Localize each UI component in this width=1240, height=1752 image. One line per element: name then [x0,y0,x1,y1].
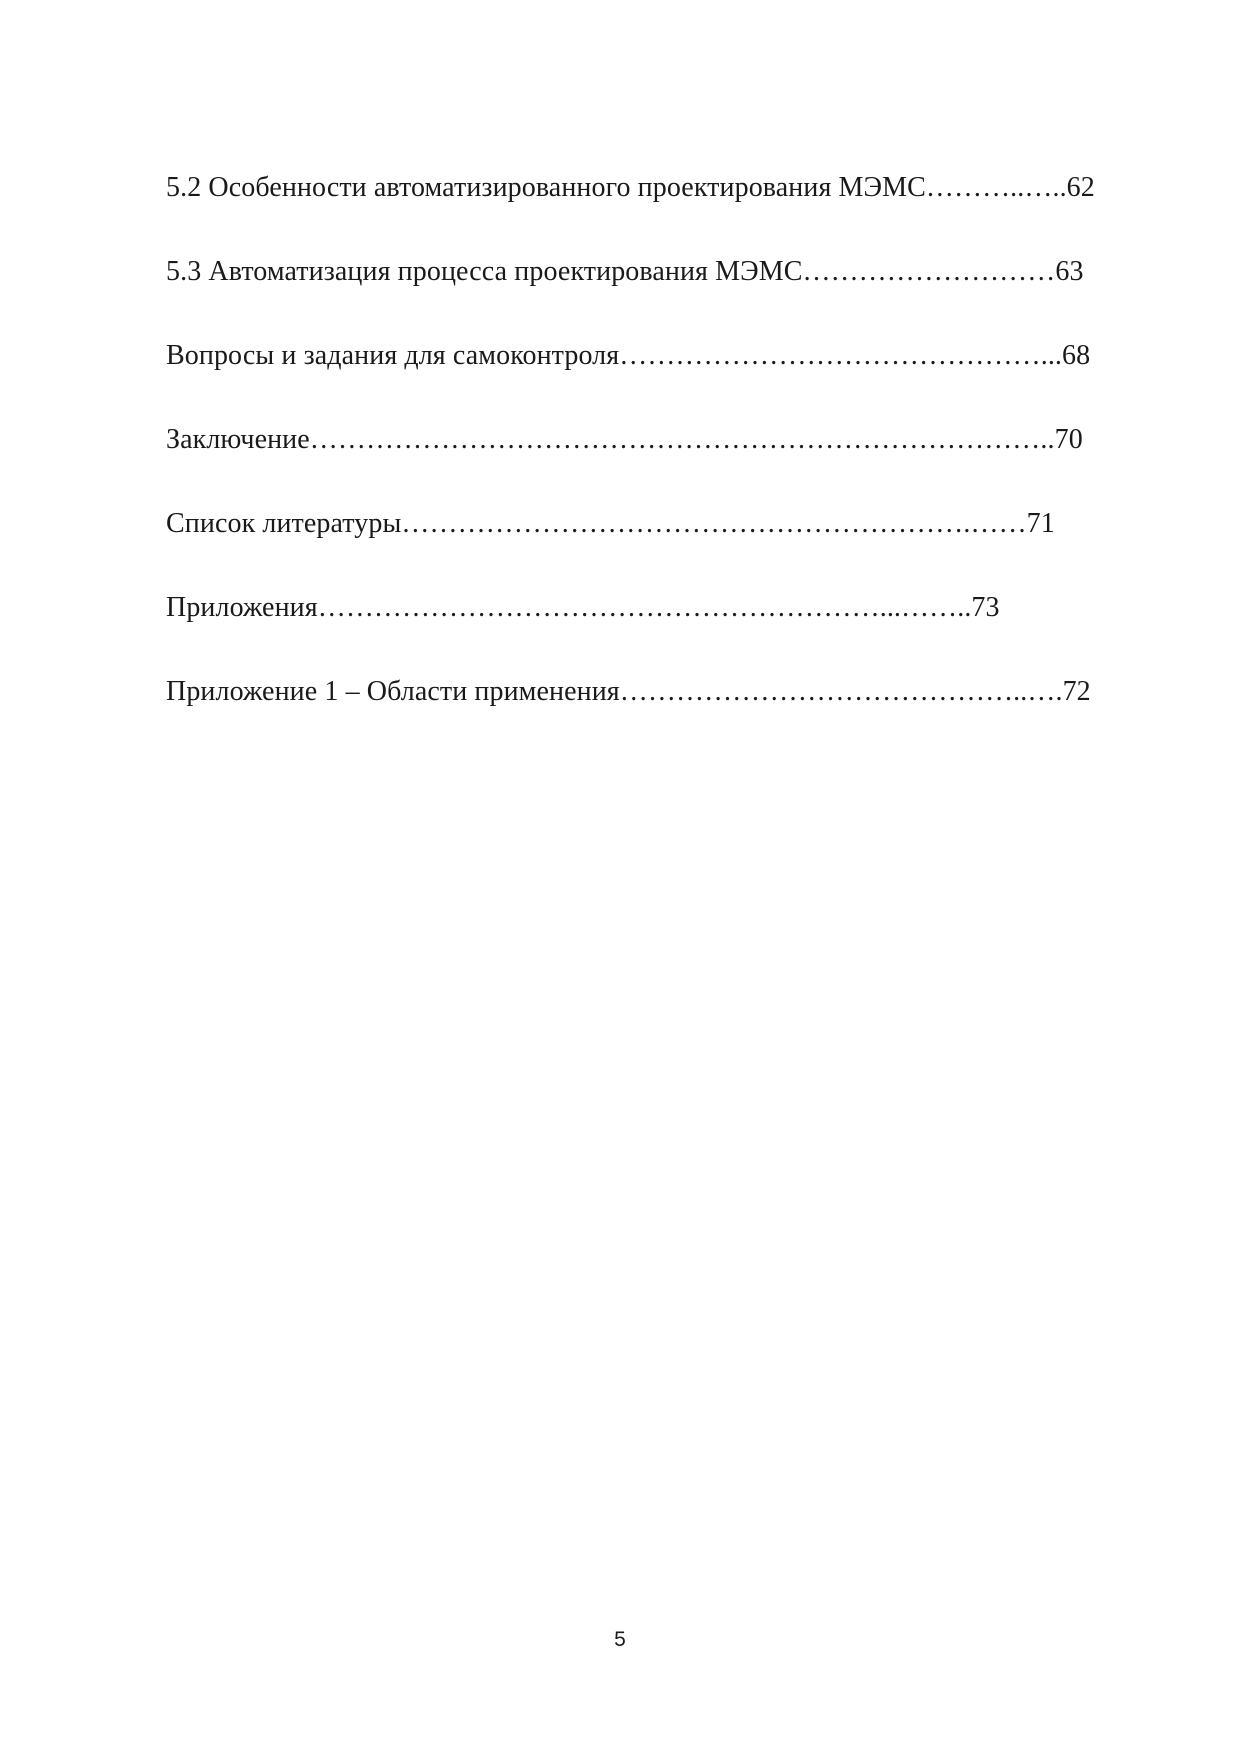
toc-entry-appendix-1: Приложение 1 – Области применения……………………………………..….72 [166,676,1091,707]
page-number: 5 [614,1628,626,1651]
toc-entry-self-check: Вопросы и задания для самоконтроля………………………………………...68 [166,340,1091,371]
toc-entry-5-2: 5.2 Особенности автоматизированного проектирования МЭМС………..…..62 [166,172,1095,203]
toc-entry-5-3: 5.3 Автоматизация процесса проектирования МЭМС………………………63 [166,256,1084,287]
toc-entry-appendices: Приложения……………………………………………………...……..73 [166,592,1000,623]
toc-entry-conclusion: Заключение……………………………………………………………………..70 [166,424,1083,455]
toc-entry-references: Список литературы…………………………………………………….……71 [166,508,1055,539]
